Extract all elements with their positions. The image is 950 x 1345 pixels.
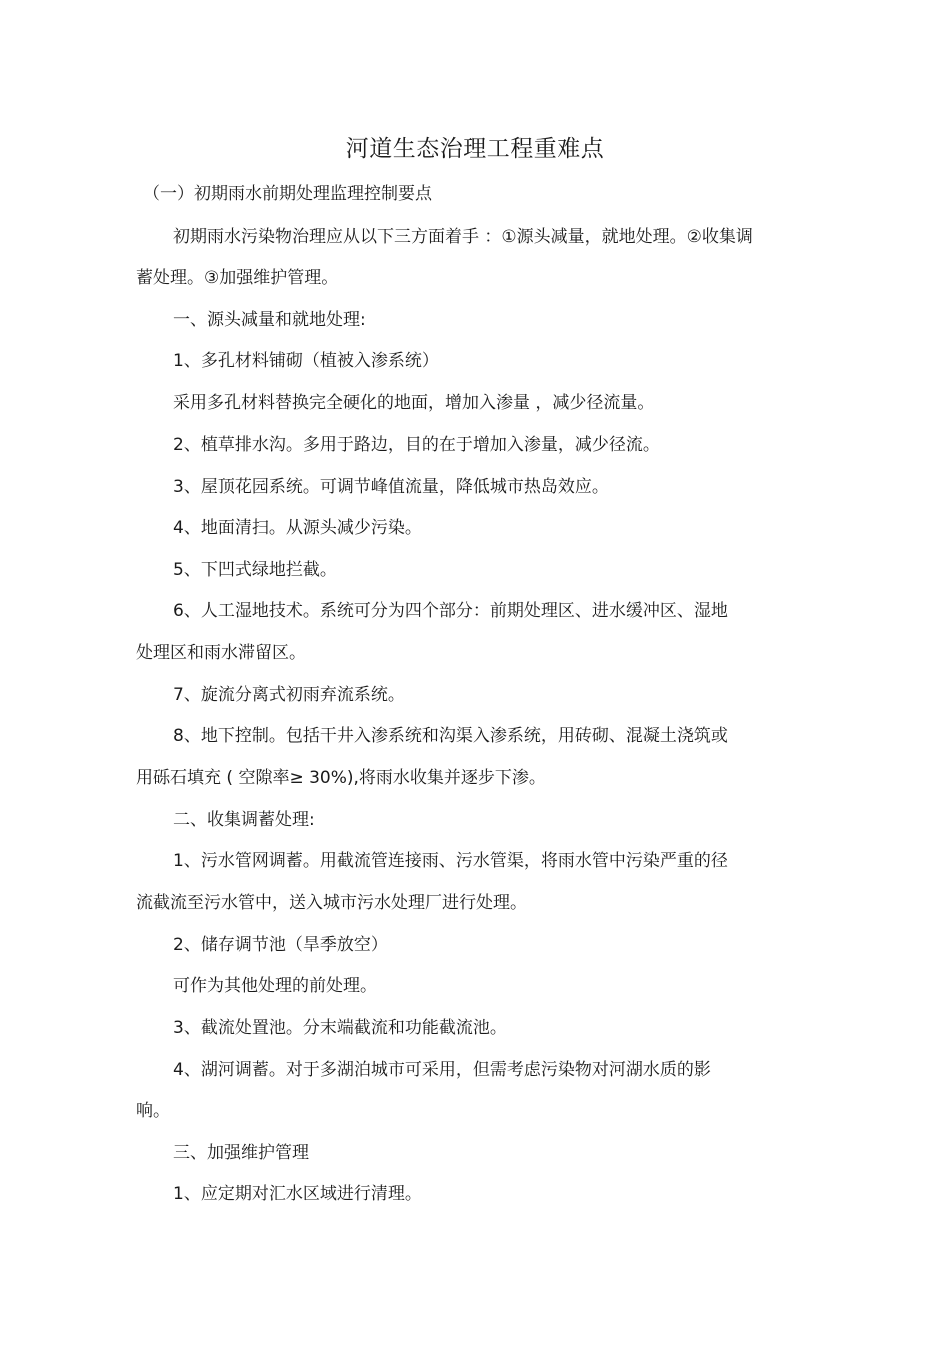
list-item: 2、储存调节池（旱季放空） [173, 935, 388, 955]
list-item: 6、人工湿地技术。系统可分为四个部分：前期处理区、进水缓冲区、湿地 [173, 601, 728, 621]
paragraph-line: 处理区和雨水滞留区。 [136, 643, 306, 663]
paragraph-line: 用砾石填充 ( 空隙率≥ 30%),将雨水收集并逐步下渗。 [136, 768, 546, 788]
list-item: 2、植草排水沟。多用于路边，目的在于增加入渗量，减少径流。 [173, 435, 660, 455]
list-item: 3、屋顶花园系统。可调节峰值流量，降低城市热岛效应。 [173, 477, 609, 497]
subheading: 三、加强维护管理 [173, 1143, 309, 1163]
list-item: 1、污水管网调蓄。用截流管连接雨、污水管渠，将雨水管中污染严重的径 [173, 851, 728, 871]
paragraph-line: 采用多孔材料替换完全硬化的地面，增加入渗量 ，减少径流量。 [173, 393, 655, 413]
list-item: 4、湖河调蓄。对于多湖泊城市可采用，但需考虑污染物对河湖水质的影 [173, 1060, 711, 1080]
paragraph-line: 响。 [136, 1101, 170, 1121]
list-item: 8、地下控制。包括干井入渗系统和沟渠入渗系统，用砖砌、混凝土浇筑或 [173, 726, 728, 746]
subheading: 二、收集调蓄处理: [173, 810, 315, 830]
list-item: 1、应定期对汇水区域进行清理。 [173, 1184, 422, 1204]
paragraph-line: 流截流至污水管中，送入城市污水处理厂进行处理。 [136, 893, 527, 913]
list-item: 5、下凹式绿地拦截。 [173, 560, 337, 580]
paragraph-line: 初期雨水污染物治理应从以下三方面着手 ：①源头减量，就地处理。②收集调 [173, 227, 753, 247]
section-heading: （一）初期雨水前期处理监理控制要点 [143, 184, 432, 204]
document-title: 河道生态治理工程重难点 [345, 136, 605, 162]
list-item: 1、多孔材料铺砌（植被入渗系统） [173, 351, 439, 371]
paragraph-line: 可作为其他处理的前处理。 [173, 976, 377, 996]
list-item: 4、地面清扫。从源头减少污染。 [173, 518, 422, 538]
paragraph-line: 蓄处理。③加强维护管理。 [136, 268, 339, 288]
subheading: 一、源头减量和就地处理: [173, 310, 366, 330]
list-item: 3、截流处置池。分末端截流和功能截流池。 [173, 1018, 507, 1038]
list-item: 7、旋流分离式初雨弃流系统。 [173, 685, 405, 705]
